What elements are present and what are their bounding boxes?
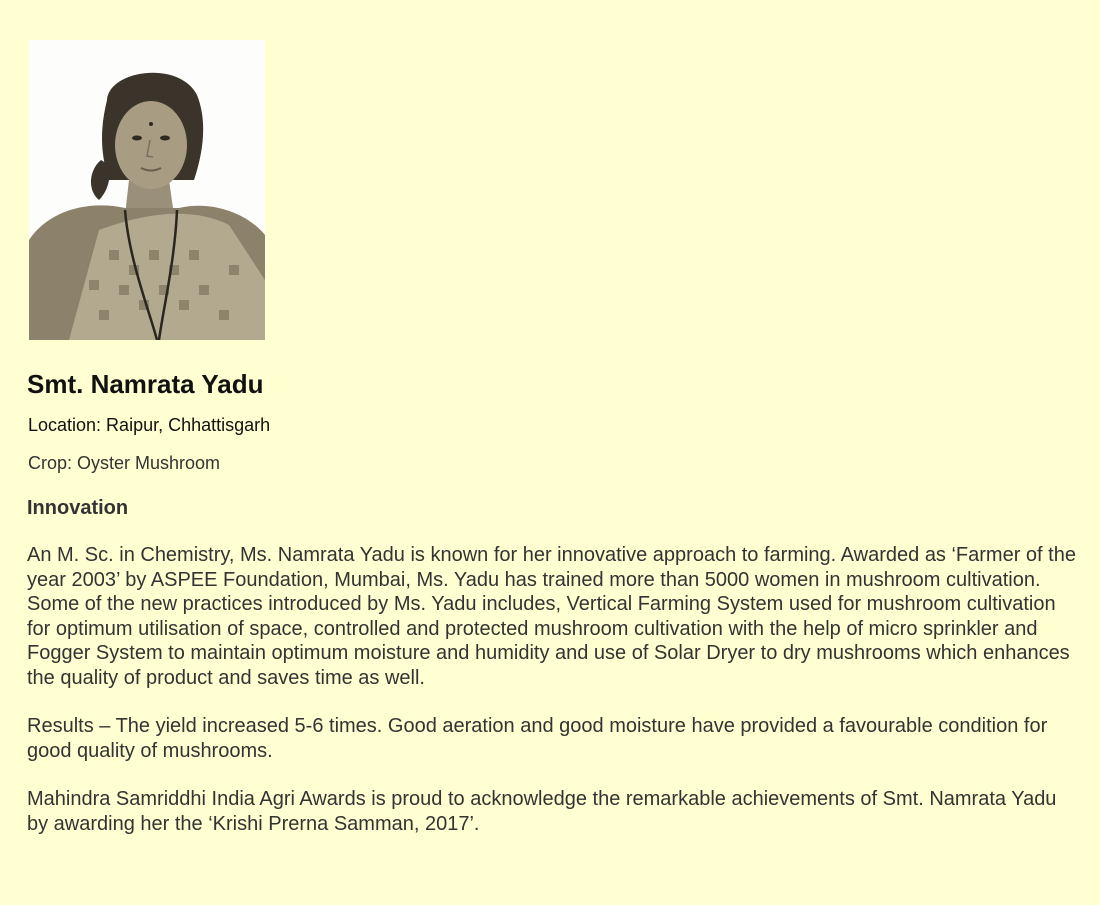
profile-photo [29,40,265,340]
farmer-location: Location: Raipur, Chhattisgarh [28,415,271,435]
innovation-paragraph: An M. Sc. in Chemistry, Ms. Namrata Yadu is known for her innovative approach to farming. Awarded as ‘Farmer of the year 2003’ by ASPEE Foundation, Mumbai, Ms. Yadu has trained more than 5000 women in mushroom cultivation. Some of the new practices introduced by Ms. Yadu includes, Vertical Farming System used for mushroom cultivation for optimum utilisation of space, controlled and protected mushroom cultivation with the help of micro sprinkler and Fogger System to maintain optimum moisture and humidity and use of Solar Dryer to dry mushrooms which enhances the quality of product and saves time as well. [27,544,1076,689]
acknowledgement-paragraph: Mahindra Samriddhi India Agri Awards is proud to acknowledge the remarkable achievements of Smt. Namrata Yadu by awarding her the ‘Krishi Prerna Samman, 2017’. [27,788,1057,835]
results-paragraph: Results – The yield increased 5-6 times. Good aeration and good moisture have provided a favourable condition for good quality of mushrooms. [27,715,1048,762]
innovation-heading: Innovation [27,497,129,519]
profile-page [27,40,1077,836]
farmer-crop: Crop: Oyster Mushroom [28,453,221,473]
farmer-name: Smt. Namrata Yadu [27,369,264,399]
portrait-illustration [29,40,265,340]
